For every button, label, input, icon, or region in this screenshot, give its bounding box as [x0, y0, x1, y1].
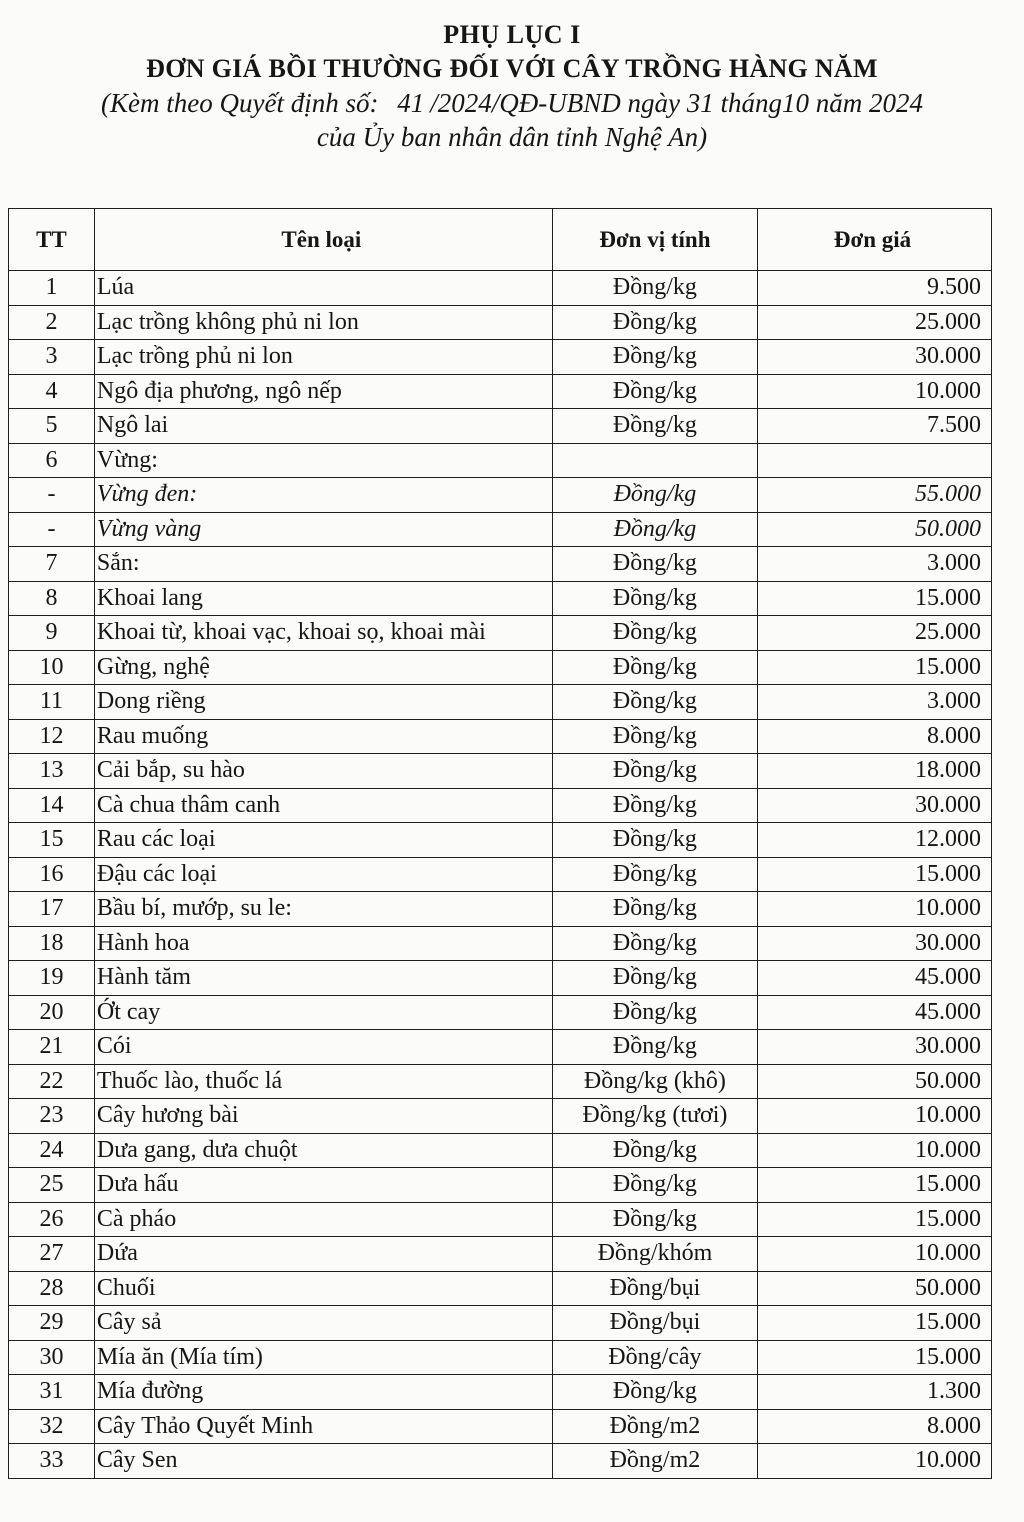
table-row: [9, 374, 992, 409]
cell-name: Hành hoa: [94, 926, 552, 961]
cell-price: 10.000: [758, 374, 992, 409]
cell-price: 15.000: [758, 857, 992, 892]
cell-tt: 19: [9, 961, 95, 996]
cell-unit: Đồng/kg: [552, 1375, 757, 1410]
cell-unit: Đồng/khóm: [552, 1237, 757, 1272]
cell-price: 30.000: [758, 926, 992, 961]
cell-tt: 28: [9, 1271, 95, 1306]
cell-price: 10.000: [758, 1133, 992, 1168]
cell-name: Cây sả: [94, 1306, 552, 1341]
cell-price: 1.300: [758, 1375, 992, 1410]
cell-tt: 24: [9, 1133, 95, 1168]
table-row: [9, 547, 992, 582]
decision-number: 41: [397, 88, 425, 118]
cell-unit: Đồng/kg: [552, 823, 757, 858]
cell-tt: 2: [9, 305, 95, 340]
cell-price: 10.000: [758, 892, 992, 927]
cell-name: Thuốc lào, thuốc lá: [94, 1064, 552, 1099]
cell-tt: 13: [9, 754, 95, 789]
decision-day: 31: [686, 88, 714, 118]
cell-unit: Đồng/kg: [552, 409, 757, 444]
cell-price: 15.000: [758, 1306, 992, 1341]
cell-name: Dứa: [94, 1237, 552, 1272]
cell-name: Chuối: [94, 1271, 552, 1306]
cell-tt: 21: [9, 1030, 95, 1065]
table-row: [9, 685, 992, 720]
table-row: [9, 857, 992, 892]
cell-price: 15.000: [758, 581, 992, 616]
cell-name: Khoai lang: [94, 581, 552, 616]
table-row: [9, 1168, 992, 1203]
cell-unit: Đồng/kg: [552, 340, 757, 375]
table-row: [9, 581, 992, 616]
cell-price: 10.000: [758, 1444, 992, 1479]
cell-unit: Đồng/bụi: [552, 1306, 757, 1341]
table-row: [9, 1064, 992, 1099]
table-row: [9, 892, 992, 927]
cell-tt: 12: [9, 719, 95, 754]
table-row: [9, 305, 992, 340]
table-row: [9, 1099, 992, 1134]
cell-tt: 32: [9, 1409, 95, 1444]
cell-name: Đậu các loại: [94, 857, 552, 892]
table-row: [9, 512, 992, 547]
cell-tt: 14: [9, 788, 95, 823]
cell-name: Dong riềng: [94, 685, 552, 720]
table-row: [9, 650, 992, 685]
cell-unit: Đồng/kg (tươi): [552, 1099, 757, 1134]
cell-tt: 31: [9, 1375, 95, 1410]
cell-unit: Đồng/kg: [552, 995, 757, 1030]
cell-tt: 15: [9, 823, 95, 858]
cell-unit: Đồng/bụi: [552, 1271, 757, 1306]
cell-price: 30.000: [758, 340, 992, 375]
cell-price: 15.000: [758, 650, 992, 685]
cell-name: Cây hương bài: [94, 1099, 552, 1134]
cell-name: Mía đường: [94, 1375, 552, 1410]
cell-price: 10.000: [758, 1237, 992, 1272]
cell-tt: -: [9, 512, 95, 547]
cell-name: Cà chua thâm canh: [94, 788, 552, 823]
cell-name: Cây Thảo Quyết Minh: [94, 1409, 552, 1444]
cell-price: 55.000: [758, 478, 992, 513]
table-row: [9, 719, 992, 754]
cell-unit: Đồng/m2: [552, 1444, 757, 1479]
cell-name: Ngô lai: [94, 409, 552, 444]
table-row: [9, 1444, 992, 1479]
cell-price: 50.000: [758, 512, 992, 547]
cell-tt: 33: [9, 1444, 95, 1479]
header-name: Tên loại: [94, 209, 552, 271]
cell-name: Lúa: [94, 271, 552, 306]
table-row: [9, 1271, 992, 1306]
cell-unit: Đồng/kg: [552, 788, 757, 823]
cell-price: 30.000: [758, 788, 992, 823]
cell-name: Gừng, nghệ: [94, 650, 552, 685]
table-row: [9, 1409, 992, 1444]
cell-unit: Đồng/kg: [552, 616, 757, 651]
cell-unit: Đồng/kg: [552, 305, 757, 340]
cell-tt: 1: [9, 271, 95, 306]
cell-unit: Đồng/kg: [552, 685, 757, 720]
cell-price: 3.000: [758, 685, 992, 720]
cell-name: Khoai từ, khoai vạc, khoai sọ, khoai mài: [94, 616, 552, 651]
table-row: [9, 409, 992, 444]
decision-month: 10: [781, 88, 809, 118]
cell-price: 50.000: [758, 1064, 992, 1099]
cell-tt: 7: [9, 547, 95, 582]
header-price: Đơn giá: [758, 209, 992, 271]
cell-tt: 5: [9, 409, 95, 444]
cell-name: Vừng đen:: [94, 478, 552, 513]
cell-price: 25.000: [758, 305, 992, 340]
table-row: [9, 1340, 992, 1375]
subtitle-mid: /2024/QĐ-UBND ngày: [430, 88, 680, 118]
cell-tt: 6: [9, 443, 95, 478]
cell-unit: Đồng/kg (khô): [552, 1064, 757, 1099]
cell-name: Dưa hấu: [94, 1168, 552, 1203]
table-row: [9, 995, 992, 1030]
cell-price: 8.000: [758, 1409, 992, 1444]
cell-unit: Đồng/kg: [552, 1168, 757, 1203]
cell-tt: 11: [9, 685, 95, 720]
cell-tt: 18: [9, 926, 95, 961]
table-header-row: [9, 209, 992, 271]
cell-price: 9.500: [758, 271, 992, 306]
cell-name: Dưa gang, dưa chuột: [94, 1133, 552, 1168]
cell-unit: Đồng/kg: [552, 892, 757, 927]
cell-name: Lạc trồng không phủ ni lon: [94, 305, 552, 340]
cell-unit: Đồng/kg: [552, 1202, 757, 1237]
cell-unit: Đồng/kg: [552, 547, 757, 582]
table-row: [9, 961, 992, 996]
cell-tt: 27: [9, 1237, 95, 1272]
table-row: [9, 754, 992, 789]
cell-unit: Đồng/kg: [552, 581, 757, 616]
cell-name: Cói: [94, 1030, 552, 1065]
cell-unit: Đồng/kg: [552, 271, 757, 306]
document-title: ĐƠN GIÁ BỒI THƯỜNG ĐỐI VỚI CÂY TRỒNG HÀNG NĂM: [146, 54, 878, 83]
cell-name: Ngô địa phương, ngô nếp: [94, 374, 552, 409]
cell-tt: 16: [9, 857, 95, 892]
table-row: [9, 1133, 992, 1168]
cell-unit: Đồng/cây: [552, 1340, 757, 1375]
cell-price: 7.500: [758, 409, 992, 444]
issuer-line: của Ủy ban nhân dân tỉnh Nghệ An): [316, 122, 708, 152]
cell-price: 18.000: [758, 754, 992, 789]
cell-unit: Đồng/kg: [552, 719, 757, 754]
cell-tt: 9: [9, 616, 95, 651]
cell-name: Vừng vàng: [94, 512, 552, 547]
cell-tt: 23: [9, 1099, 95, 1134]
cell-tt: 10: [9, 650, 95, 685]
cell-unit: Đồng/kg: [552, 650, 757, 685]
table-row: [9, 340, 992, 375]
cell-unit: Đồng/kg: [552, 1030, 757, 1065]
table-row: [9, 1237, 992, 1272]
cell-unit: Đồng/kg: [552, 512, 757, 547]
decision-reference: [0, 86, 1024, 120]
header-tt: TT: [9, 209, 95, 271]
table-row: [9, 1030, 992, 1065]
cell-name: Rau muống: [94, 719, 552, 754]
cell-unit: Đồng/kg: [552, 478, 757, 513]
cell-name: Cây Sen: [94, 1444, 552, 1479]
cell-price: 3.000: [758, 547, 992, 582]
cell-name: Rau các loại: [94, 823, 552, 858]
month-word: tháng: [720, 88, 782, 118]
cell-name: Hành tăm: [94, 961, 552, 996]
appendix-label: PHỤ LỤC I: [443, 20, 581, 49]
cell-tt: 17: [9, 892, 95, 927]
cell-unit: Đồng/kg: [552, 1133, 757, 1168]
decision-year: năm 2024: [815, 88, 923, 118]
cell-name: Cải bắp, su hào: [94, 754, 552, 789]
cell-tt: 22: [9, 1064, 95, 1099]
cell-name: Vừng:: [94, 443, 552, 478]
cell-price: 8.000: [758, 719, 992, 754]
cell-price: 25.000: [758, 616, 992, 651]
cell-name: Bầu bí, mướp, su le:: [94, 892, 552, 927]
cell-tt: 30: [9, 1340, 95, 1375]
cell-unit: Đồng/kg: [552, 926, 757, 961]
cell-unit: Đồng/kg: [552, 961, 757, 996]
price-table: [8, 208, 992, 1479]
table-row: [9, 478, 992, 513]
cell-unit: Đồng/kg: [552, 754, 757, 789]
cell-name: Mía ăn (Mía tím): [94, 1340, 552, 1375]
cell-price: 15.000: [758, 1168, 992, 1203]
cell-unit: Đồng/kg: [552, 374, 757, 409]
table-row: [9, 1375, 992, 1410]
table-row: [9, 443, 992, 478]
cell-tt: 26: [9, 1202, 95, 1237]
cell-tt: 29: [9, 1306, 95, 1341]
cell-price: 12.000: [758, 823, 992, 858]
cell-tt: -: [9, 478, 95, 513]
cell-price: 45.000: [758, 995, 992, 1030]
cell-price: 30.000: [758, 1030, 992, 1065]
cell-tt: 20: [9, 995, 95, 1030]
cell-unit: [552, 443, 757, 478]
cell-price: 15.000: [758, 1340, 992, 1375]
cell-price: 15.000: [758, 1202, 992, 1237]
table-row: [9, 823, 992, 858]
header-unit: Đơn vị tính: [552, 209, 757, 271]
cell-tt: 8: [9, 581, 95, 616]
cell-name: Cà pháo: [94, 1202, 552, 1237]
cell-price: 10.000: [758, 1099, 992, 1134]
cell-name: Ớt cay: [94, 995, 552, 1030]
cell-tt: 25: [9, 1168, 95, 1203]
cell-name: Sắn:: [94, 547, 552, 582]
cell-tt: 4: [9, 374, 95, 409]
table-row: [9, 1202, 992, 1237]
cell-unit: Đồng/m2: [552, 1409, 757, 1444]
document-header: [0, 18, 1024, 154]
table-body: [9, 271, 992, 1479]
table-row: [9, 616, 992, 651]
cell-unit: Đồng/kg: [552, 857, 757, 892]
cell-name: Lạc trồng phủ ni lon: [94, 340, 552, 375]
cell-price: 45.000: [758, 961, 992, 996]
cell-tt: 3: [9, 340, 95, 375]
table-row: [9, 788, 992, 823]
cell-price: [758, 443, 992, 478]
table-row: [9, 926, 992, 961]
table-row: [9, 271, 992, 306]
table-row: [9, 1306, 992, 1341]
subtitle-prefix: (Kèm theo Quyết định số:: [101, 88, 379, 118]
cell-price: 50.000: [758, 1271, 992, 1306]
